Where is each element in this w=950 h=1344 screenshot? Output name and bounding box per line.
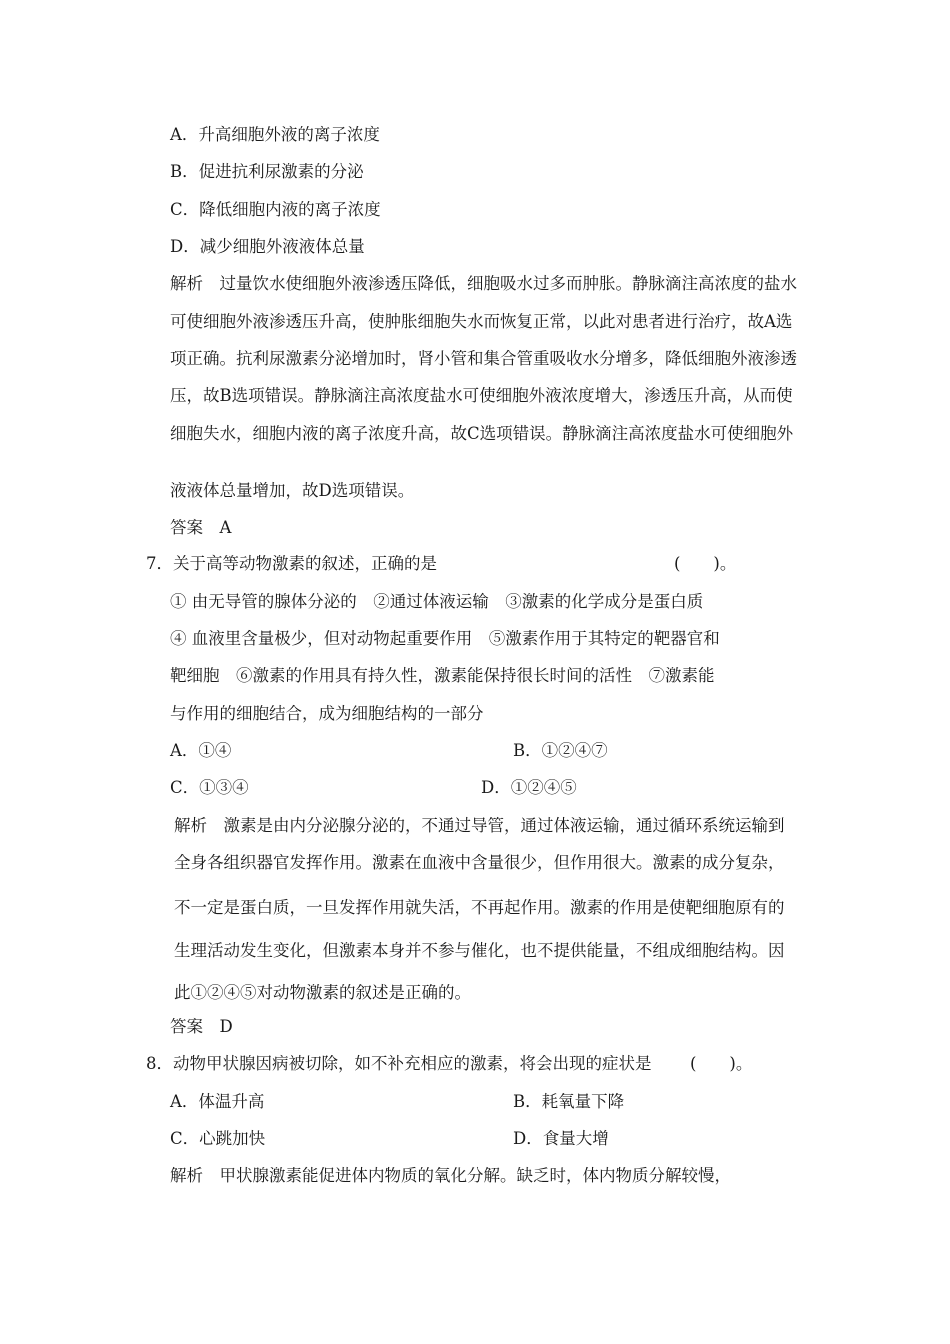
q8-stem: 8．动物甲状腺因病被切除，如不补充相应的激素，将会出现的症状是: [146, 1054, 652, 1073]
q7-analysis-line: 不一定是蛋白质，一旦发挥作用就失活，不再起作用。激素的作用是使靶细胞原有的: [174, 898, 785, 917]
q7-option-a: A．①④: [170, 741, 232, 760]
q7-analysis-line: 全身各组织器官发挥作用。激素在血液中含量很少，但作用很大。激素的成分复杂，: [174, 853, 785, 872]
q7-answer-bracket: ( )。: [674, 554, 737, 573]
q7-answer: 答案 D: [170, 1017, 233, 1036]
q6-option-d: D．减少细胞外液液体总量: [170, 237, 365, 256]
q7-stem: 7．关于高等动物激素的叙述，正确的是: [146, 554, 437, 573]
q7-option-b: B．①②④⑦: [513, 741, 608, 760]
q7-analysis-line: 生理活动发生变化，但激素本身并不参与催化，也不提供能量，不组成细胞结构。因: [174, 941, 785, 960]
q6-answer: 答案 A: [170, 518, 232, 537]
q7-analysis-line: 解析 激素是由内分泌腺分泌的，不通过导管，通过体液运输，通过循环系统运输到: [174, 816, 785, 835]
q7-statement-line: 与作用的细胞结合，成为细胞结构的一部分: [170, 704, 484, 723]
q7-statement-line: ④ 血液里含量极少，但对动物起重要作用 ⑤激素作用于其特定的靶器官和: [170, 629, 720, 648]
q8-answer-bracket: ( )。: [690, 1054, 753, 1073]
q6-option-c: C．降低细胞内液的离子浓度: [170, 200, 381, 219]
q6-option-a: A．升高细胞外液的离子浓度: [170, 125, 380, 144]
q6-analysis-line: 液液体总量增加，故D选项错误。: [170, 481, 415, 500]
q6-analysis-line: 项正确。抗利尿激素分泌增加时，肾小管和集合管重吸收水分增多，降低细胞外液渗透: [170, 349, 797, 368]
q6-analysis-line: 细胞失水，细胞内液的离子浓度升高，故C选项错误。静脉滴注高浓度盐水可使细胞外: [170, 424, 794, 443]
q8-option-a: A．体温升高: [170, 1092, 265, 1111]
q7-option-c: C．①③④: [170, 778, 249, 797]
q7-statement-line: ① 由无导管的腺体分泌的 ②通过体液运输 ③激素的化学成分是蛋白质: [170, 592, 704, 611]
q6-analysis-line: 可使细胞外液渗透压升高，使肿胀细胞失水而恢复正常，以此对患者进行治疗，故A选: [170, 312, 793, 331]
q6-analysis-line: 解析 过量饮水使细胞外液渗透压降低，细胞吸水过多而肿胀。静脉滴注高浓度的盐水: [170, 274, 797, 293]
q8-option-d: D．食量大增: [513, 1129, 609, 1148]
q7-option-d: D．①②④⑤: [481, 778, 577, 797]
q6-analysis-line: 压，故B选项错误。静脉滴注高浓度盐水可使细胞外液浓度增大，渗透压升高，从而使: [170, 386, 793, 405]
q8-option-c: C．心跳加快: [170, 1129, 266, 1148]
q7-analysis-line: 此①②④⑤对动物激素的叙述是正确的。: [174, 983, 471, 1002]
q8-option-b: B．耗氧量下降: [513, 1092, 625, 1111]
q6-option-b: B．促进抗利尿激素的分泌: [170, 162, 364, 181]
q7-statement-line: 靶细胞 ⑥激素的作用具有持久性，激素能保持很长时间的活性 ⑦激素能: [170, 666, 715, 685]
q8-analysis-line: 解析 甲状腺激素能促进体内物质的氧化分解。缺乏时，体内物质分解较慢，: [170, 1166, 731, 1185]
